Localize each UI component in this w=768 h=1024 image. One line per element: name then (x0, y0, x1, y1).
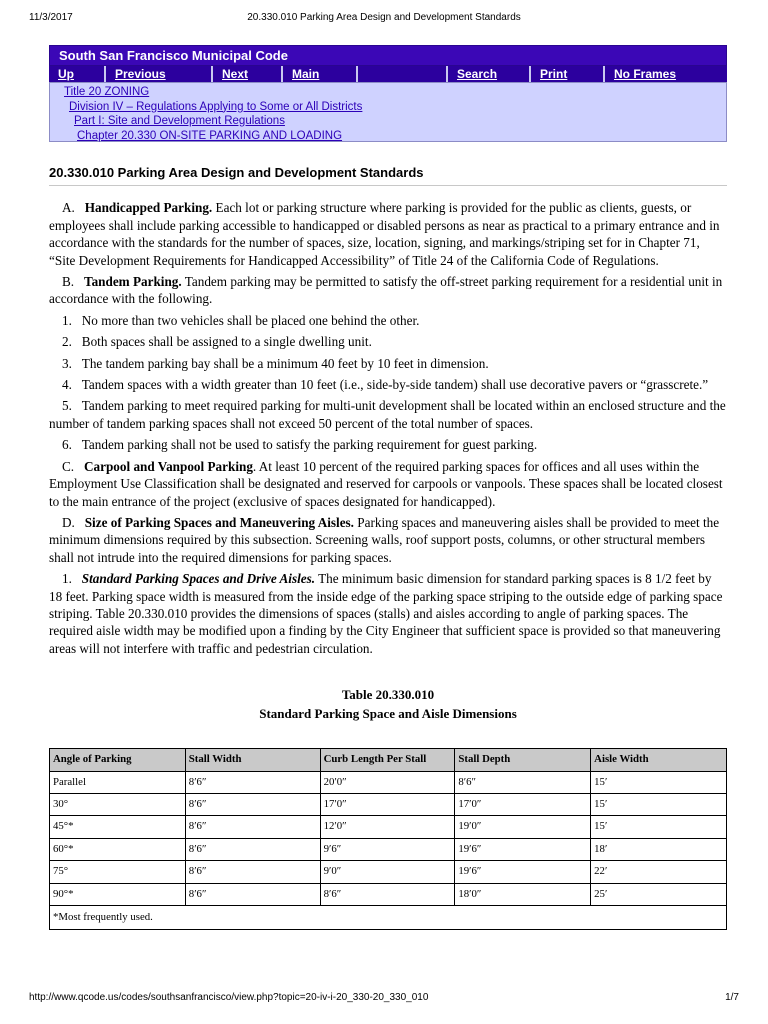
table-note-row (50, 906, 727, 930)
table-caption-number: Table 20.330.010 (341, 687, 435, 703)
table-cell: 25′ (591, 883, 727, 905)
column-header: Stall Width (185, 749, 320, 771)
page-title: 20.330.010 Parking Area Design and Development Standards (49, 160, 727, 186)
table-row (50, 838, 727, 860)
table-cell: 60°* (50, 838, 186, 860)
table-cell: 45°* (50, 816, 186, 838)
list-item: 5. Tandem parking to meet required parking for multi-unit development shall be located within an enclosed structure and the number of tandem parking spaces shall not exceed 50 percent of the total number of spaces. (49, 398, 726, 431)
table-cell: 8′6″ (185, 793, 320, 815)
table-cell: 22′ (591, 861, 727, 883)
table-row (50, 771, 727, 793)
table-row (50, 793, 727, 815)
paragraph-d1: 1. Standard Parking Spaces and Drive Aisles. The minimum basic dimension for standard parking spaces is 8 1/2 feet by 18 feet. Parking space width is measured from the inside edge of the parking space striping to the outside edge of parking space striping. Table 20.330.010 provides the dimensions of spaces (stalls) and aisles according to angle of parking spaces. The required aisle width may be modified upon a finding by the City Engineer that sufficient space is provided so that maneuvering areas will not interfere with traffic and pedestrian circulation. (49, 571, 723, 656)
column-header: Curb Length Per Stall (320, 749, 455, 771)
table-note: *Most frequently used. (50, 906, 727, 930)
code-navigation (49, 45, 727, 144)
table-row (50, 861, 727, 883)
table-cell: 8′6″ (320, 883, 455, 905)
table-cell: 15′ (591, 816, 727, 838)
table-cell: 8′6″ (455, 771, 591, 793)
nav-up[interactable]: Up (49, 66, 106, 82)
column-header: Stall Depth (455, 749, 591, 771)
table-cell: 8′6″ (185, 883, 320, 905)
print-footer (29, 992, 739, 1006)
table-row (50, 816, 727, 838)
breadcrumb-division[interactable]: Division IV – Regulations Applying to Some or All Districts (69, 100, 363, 113)
table-cell: 18′ (591, 838, 727, 860)
print-url: http://www.qcode.us/codes/southsanfrancisco/view.php?topic=20-iv-i-20_330-20_330_010 (29, 992, 429, 1003)
table-cell: 90°* (50, 883, 186, 905)
nav-blank (358, 66, 448, 82)
breadcrumb-title[interactable]: Title 20 ZONING (64, 86, 150, 98)
table-cell: 8′6″ (185, 816, 320, 838)
print-page-number: 1/7 (725, 992, 739, 1003)
table-cell: 8′6″ (185, 838, 320, 860)
table-cell: 15′ (591, 771, 727, 793)
column-header: Angle of Parking (50, 749, 186, 771)
table-cell: 8′6″ (185, 861, 320, 883)
table-caption-title: Standard Parking Space and Aisle Dimensions (259, 706, 517, 722)
nav-print[interactable]: Print (531, 66, 605, 82)
table-cell: 75° (50, 861, 186, 883)
table-cell: 19′0″ (455, 816, 591, 838)
list-item: 4. Tandem spaces with a width greater than 10 feet (i.e., side-by-side tandem) shall use decorative pavers or “grasscrete.” (62, 377, 709, 393)
table-cell: 15′ (591, 793, 727, 815)
breadcrumb-chapter[interactable]: Chapter 20.330 ON-SITE PARKING AND LOADING (77, 129, 343, 142)
list-item: 3. The tandem parking bay shall be a minimum 40 feet by 10 feet in dimension. (62, 355, 489, 371)
table-cell: 19′6″ (455, 838, 591, 860)
table-cell: 8′6″ (185, 771, 320, 793)
nav-no-frames[interactable]: No Frames (614, 67, 677, 81)
paragraph-b: B. Tandem Parking. Tandem parking may be permitted to satisfy the off-street parking requirement for a residential unit in accordance with the following. (49, 274, 723, 307)
table-cell: Parallel (50, 771, 186, 793)
table-cell: 17′0″ (320, 793, 455, 815)
paragraph-c: C. Carpool and Vanpool Parking. At least 10 percent of the required parking spaces for offices and all uses within the Employment Use Classification shall be designated and reserved for carpools or vanpools. These spaces shall be located closest to the main entrance of the project (exclusive of spaces designated for handicapped). (49, 458, 723, 509)
print-date: 11/3/2017 (29, 12, 73, 23)
paragraph-a: A. Handicapped Parking. Each lot or parking structure where parking is provided for the public as clients, guests, or employees shall include parking accessible to handicapped or disabled persons as near as practical to a primary entrance and in accordance with the standards for the number of spaces, size, location, signing, and markings/striping set for in Chapter 71, “Site Development Requirements for Handicapped Accessibility” of Title 24 of the California Code of Regulations. (49, 200, 720, 268)
breadcrumb (49, 82, 727, 142)
table-cell: 30° (50, 793, 186, 815)
table-cell: 19′6″ (455, 861, 591, 883)
print-header (29, 12, 739, 26)
breadcrumb-part[interactable]: Part I: Site and Development Regulations (74, 115, 285, 127)
nav-next[interactable]: Next (213, 66, 283, 82)
nav-bar (49, 66, 727, 82)
nav-search[interactable]: Search (448, 66, 531, 82)
table-row (50, 883, 727, 905)
table-cell: 9′6″ (320, 838, 455, 860)
column-header: Aisle Width (591, 749, 727, 771)
table-cell: 18′0″ (455, 883, 591, 905)
table-cell: 12′0″ (320, 816, 455, 838)
nav-previous[interactable]: Previous (106, 66, 213, 82)
paragraph-d: D. Size of Parking Spaces and Maneuvering Aisles. Parking spaces and maneuvering aisles shall be provided to meet the minimum dimensions required by this subsection. Screening walls, roof support posts, columns, or other structural members shall not intrude into the required dimensions for parking spaces. (49, 514, 720, 565)
table-header-row (50, 749, 727, 771)
list-item: 1. No more than two vehicles shall be placed one behind the other. (62, 312, 420, 328)
print-title: 20.330.010 Parking Area Design and Development Standards (247, 12, 521, 23)
list-item: 6. Tandem parking shall not be used to satisfy the parking requirement for guest parking. (62, 437, 538, 453)
table-caption (49, 685, 727, 723)
code-brand: South San Francisco Municipal Code (49, 45, 727, 66)
dimensions-table (49, 748, 727, 930)
section-content (49, 160, 727, 930)
table-cell: 17′0″ (455, 793, 591, 815)
list-item: 2. Both spaces shall be assigned to a single dwelling unit. (62, 334, 372, 350)
table-cell: 20′0″ (320, 771, 455, 793)
nav-main[interactable]: Main (283, 66, 358, 82)
table-cell: 9′0″ (320, 861, 455, 883)
